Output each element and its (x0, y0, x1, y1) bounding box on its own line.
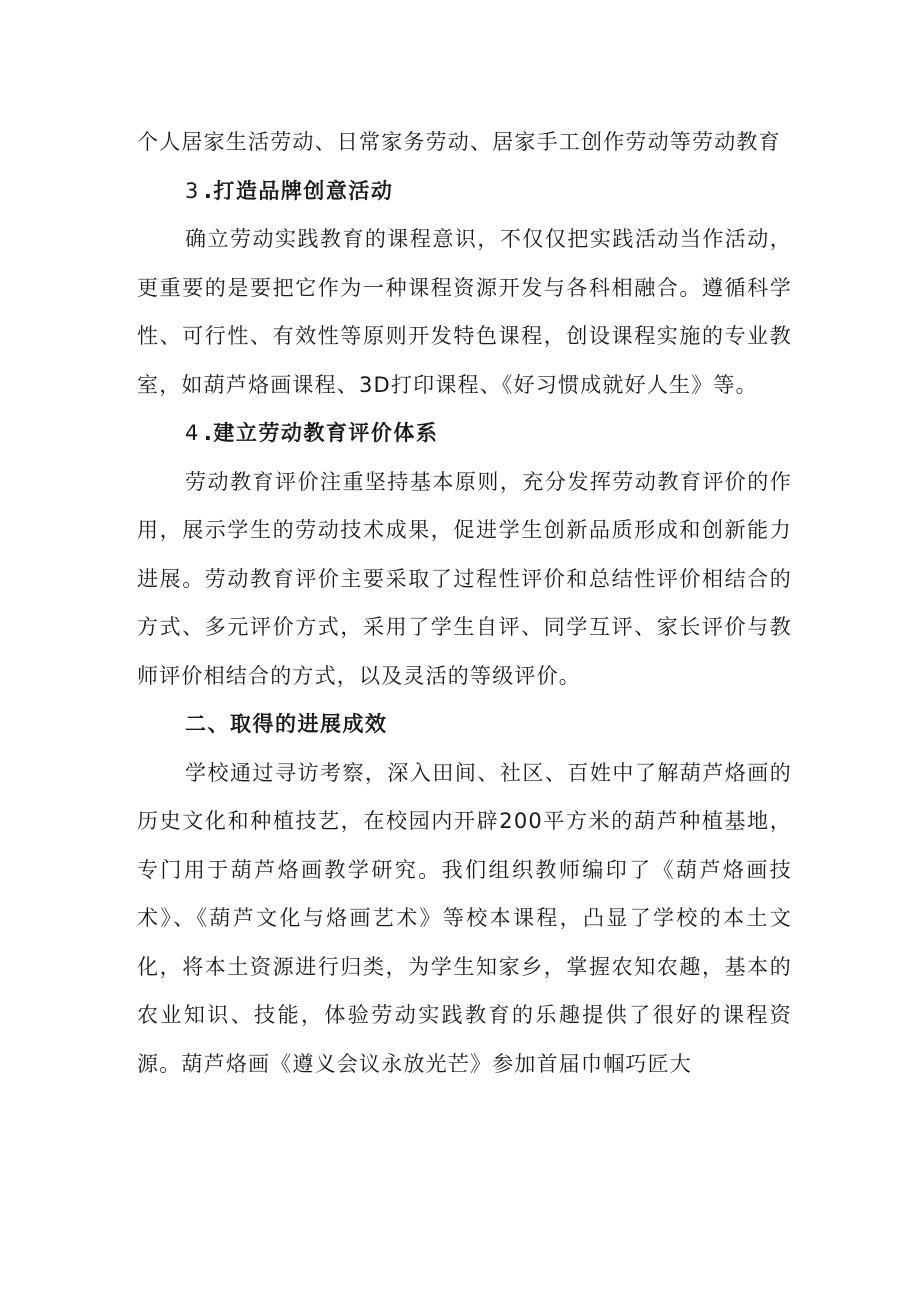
part-2-heading: 二、取得的进展成效 (185, 712, 388, 736)
part-2-paragraph: 学校通过寻访考察，深入田间、社区、百姓中了解葫芦烙画的历史文化和种植技艺，在校园内开辟200平方米的葫芦种植基地，专门用于葫芦烙画教学研究。我们组织教师编印了《葫芦烙画技术》、《葫芦文化与烙画艺术》等校本课程，凸显了学校的本土文化，将本土资源进行归类，为学生知家乡，掌握农知农趣，基本的农业知识、技能，体验劳动实践教育的乐趣提供了很好的课程资源。葫芦烙画《遵义会议永放光芒》参加首届巾帼巧匠大 (137, 760, 792, 1076)
section-3-heading (137, 167, 792, 216)
section-4-heading (137, 409, 792, 458)
section-4-number: 4 (185, 421, 200, 445)
continued-paragraph: 个人居家生活劳动、日常家务劳动、居家手工创作劳动等劳动教育 (137, 130, 781, 154)
section-3-paragraph: 确立劳动实践教育的课程意识，不仅仅把实践活动当作活动，更重要的是要把它作为一种课程资源开发与各科相融合。遵循科学性、可行性、有效性等原则开发特色课程，创设课程实施的专业教室，如葫芦烙画课程、3D打印课程、《好习惯成就好人生》等。 (137, 227, 792, 397)
document-body (137, 118, 792, 1088)
section-4-paragraph: 劳动教育评价注重坚持基本原则，充分发挥劳动教育评价的作用，展示学生的劳动技术成果，促进学生创新品质形成和创新能力进展。劳动教育评价主要采取了过程性评价和总结性评价相结合的方式、多元评价方式，采用了学生自评、同学互评、家长评价与教师评价相结合的方式，以及灵活的等级评价。 (137, 469, 792, 688)
section-3-number: 3 (185, 178, 200, 203)
section-4-title: .建立劳动教育评价体系 (203, 421, 439, 445)
section-3-title: .打造品牌创意活动 (203, 178, 394, 203)
